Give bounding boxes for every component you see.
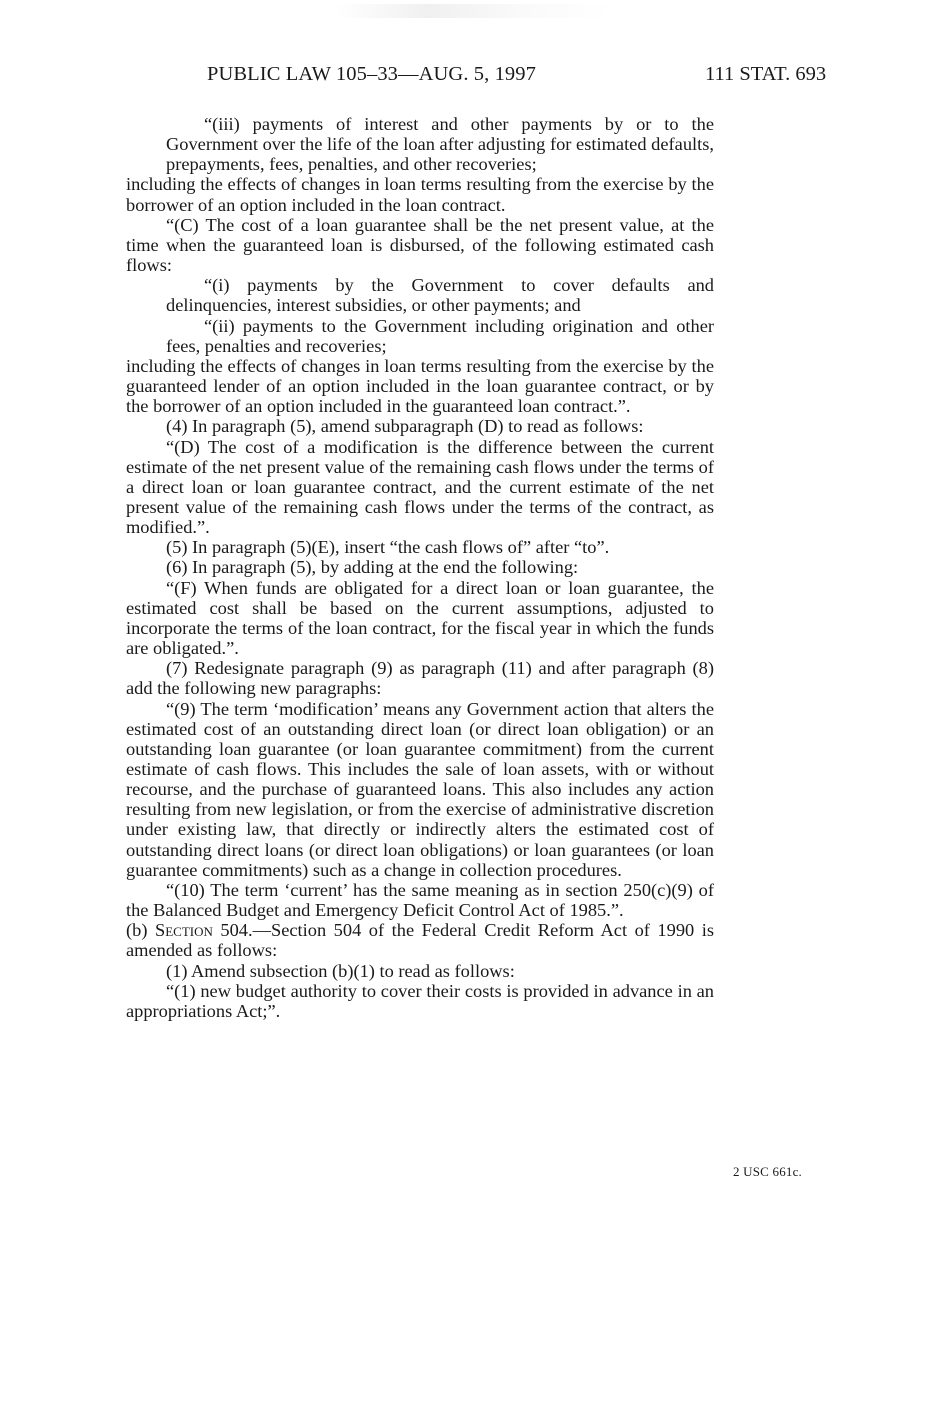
header-page-number: 111 STAT. 693	[705, 63, 827, 85]
section-b-label: Section 504	[154, 920, 248, 941]
clause-iii-payments: “(iii) payments of interest and other payments by or to the Government over the life of the loan after adjusting for estimated defaults, prepayments, fees, penalties, and other recoveries;	[166, 114, 714, 175]
amendment-6: (6) In paragraph (5), by adding at the end the following:	[166, 557, 579, 578]
section-b-prefix: (b)	[126, 920, 155, 941]
amendment-4: (4) In paragraph (5), amend subparagraph (D) to read as follows:	[166, 416, 644, 437]
amendment-b-1: (1) Amend subsection (b)(1) to read as follows:	[166, 960, 515, 981]
definition-modification: “(9) The term ‘modification’ means any Government action that alters the estimated cost of an outstanding direct loan (or direct loan obligation) or an outstanding loan guarantee (or loan guarantee commitment) from the current estimate of cash flows. This includes the sale of loan assets, with or without recourse, and the purchase of guaranteed loans. This also includes any action resulting from new legislation, or from the exercise of administrative discretion under existing law, that directly or indirectly alters the estimated cost of outstanding direct loans (or direct loan obligations) or loan guarantees (or loan guarantee commitments) such as a change in collection procedures.	[126, 698, 714, 880]
subparagraph-c: “(C) The cost of a loan guarantee shall be the net present value, at the time when the guaranteed loan is disbursed, of the following estimated cash flows:	[126, 214, 714, 276]
subparagraph-f: “(F) When funds are obligated for a direct loan or loan guarantee, the estimated cost shall be based on the current assumptions, adjusted to incorporate the terms of the loan contract, for the fiscal year in which the funds are obligated.”.	[126, 577, 714, 659]
new-budget-authority-clause: “(1) new budget authority to cover their costs is provided in advance in an appropriations Act;”.	[126, 980, 714, 1021]
subparagraph-d: “(D) The cost of a modification is the difference between the current estimate of the net present value of the remaining cash flows under the terms of a direct loan or loan guarantee contract, and the current estimate of the net present value of the remaining cash flows under the terms of the contract, as modified.”.	[126, 436, 714, 538]
clause-ii-payments-to-government: “(ii) payments to the Government including origination and other fees, penalties and recoveries;	[166, 315, 714, 356]
header-title: PUBLIC LAW 105–33—AUG. 5, 1997	[207, 63, 536, 85]
margin-citation: 2 USC 661c.	[733, 1164, 803, 1179]
document-body	[126, 114, 714, 1021]
amendment-7: (7) Redesignate paragraph (9) as paragraph (11) and after paragraph (8) add the following new paragraphs:	[126, 658, 714, 699]
section-b-heading	[126, 920, 714, 960]
clause-i-payments-by-government: “(i) payments by the Government to cover defaults and delinquencies, interest subsidies, or other payments; and	[166, 275, 714, 316]
scan-artifact	[335, 4, 615, 18]
running-header	[0, 62, 940, 86]
amendment-5: (5) In paragraph (5)(E), insert “the cash flows of” after “to”.	[166, 537, 610, 558]
definition-current: “(10) The term ‘current’ has the same meaning as in section 250(c)(9) of the Balanced Budget and Emergency Deficit Control Act of 1985.”.	[126, 879, 714, 921]
clause-continuation-loan-contract: including the effects of changes in loan terms resulting from the exercise by the borrower of an option included in the loan contract.	[126, 174, 714, 215]
clause-continuation-guarantee-contract: including the effects of changes in loan terms resulting from the exercise by the guaranteed lender of an option included in the loan guarantee contract, or by the borrower of an option included in the guaranteed loan contract.”.	[126, 355, 714, 417]
section-b-text: .—Section 504 of the Federal Credit Reform Act of 1990 is amended as follows:	[126, 920, 715, 961]
